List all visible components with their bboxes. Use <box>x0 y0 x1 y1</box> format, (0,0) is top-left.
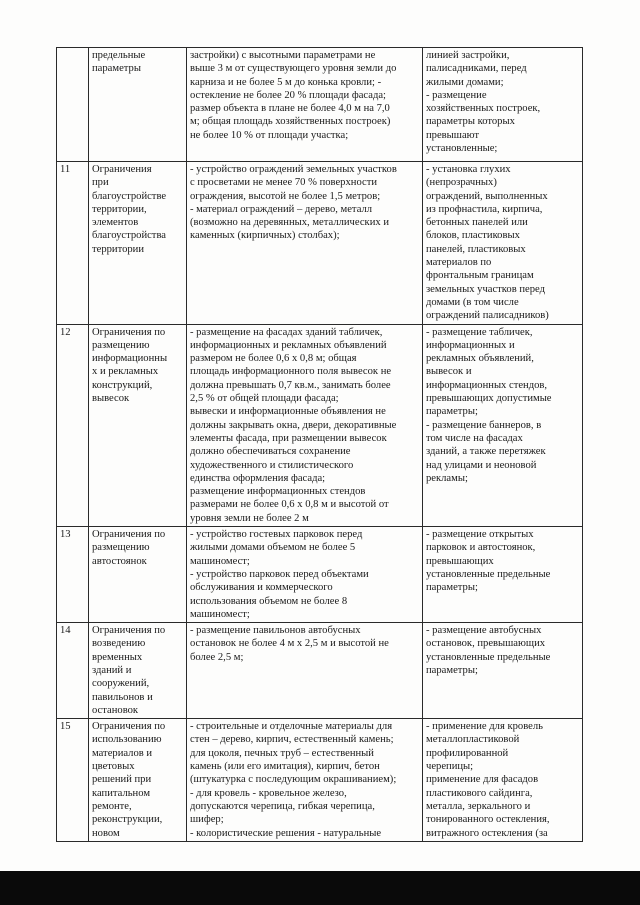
prohibited-parameters-line: ограждений, выполненных <box>426 190 548 202</box>
prohibited-parameters-line: панелей, пластиковых <box>426 243 526 255</box>
restriction-name-line: решений при <box>92 774 152 786</box>
prohibited-parameters-line: палисадниками, перед <box>426 63 527 75</box>
prohibited-parameters-line: над улицами и неоновой <box>426 459 537 471</box>
restriction-name-line: зданий и <box>92 664 132 676</box>
prohibited-parameters-line: - размещение открытых <box>426 529 534 541</box>
restriction-name-line: возведению <box>92 638 146 650</box>
regulations-table <box>56 47 583 842</box>
prohibited-parameters <box>423 324 583 526</box>
prohibited-parameters <box>423 719 583 842</box>
allowed-parameters <box>187 719 423 842</box>
restriction-name-line: благоустройства <box>92 230 167 242</box>
prohibited-parameters-line: применение для фасадов <box>426 774 539 786</box>
prohibited-parameters-line: пластикового сайдинга, <box>426 787 533 799</box>
row-number <box>57 48 89 162</box>
restriction-name-line: благоустройстве <box>92 190 167 202</box>
table-row <box>57 48 583 162</box>
table-row <box>57 719 583 842</box>
prohibited-parameters-line: превышают <box>426 129 480 141</box>
scan-bottom-edge <box>0 871 640 905</box>
restriction-name-line: Ограничения по <box>92 625 166 637</box>
allowed-parameters-line: м; общая площадь хозяйственных построек) <box>190 116 391 128</box>
prohibited-parameters <box>423 623 583 719</box>
allowed-parameters-line: - устройство ограждений земельных участков <box>190 164 397 175</box>
row-number: 13 <box>57 527 89 623</box>
prohibited-parameters-line: домами (в том числе <box>426 296 519 308</box>
restriction-name-line: конструкций, <box>92 379 153 391</box>
prohibited-parameters-line: металла, зеркального и <box>426 800 531 812</box>
allowed-parameters-line: - устройство парковок перед объектами <box>190 568 369 580</box>
restriction-name-line: Ограничения по <box>92 529 166 541</box>
restriction-name-line: вывесок <box>92 393 130 405</box>
allowed-parameters-line: - колористические решения - натуральные <box>190 827 382 839</box>
allowed-parameters-line: (штукатурка с последующим окрашиванием); <box>190 774 397 786</box>
restriction-name-line: размещению <box>92 542 150 554</box>
restriction-name <box>89 623 187 719</box>
restriction-name-line: цветовых <box>92 761 135 773</box>
allowed-parameters-line: размер объекта в плане не более 4,0 м на 7,0 <box>190 103 390 115</box>
allowed-parameters-line: (возможно на деревянных, металлических и <box>190 217 389 229</box>
restriction-name <box>89 719 187 842</box>
prohibited-parameters-line: параметры; <box>426 582 478 594</box>
row-number: 11 <box>57 162 89 325</box>
allowed-parameters <box>187 527 423 623</box>
row-number: 15 <box>57 719 89 842</box>
restriction-name-line: территории <box>92 243 145 255</box>
allowed-parameters-line: - для кровель - кровельное железо, <box>190 787 347 799</box>
restriction-name-line: при <box>92 177 109 189</box>
prohibited-parameters-line: установленные предельные <box>426 568 551 580</box>
prohibited-parameters-line: металлопластиковой <box>426 734 520 746</box>
restriction-name-line: территории, <box>92 203 147 215</box>
allowed-parameters-line: - размещение на фасадах зданий табличек, <box>190 326 383 338</box>
restriction-name-line: Ограничения по <box>92 326 166 338</box>
allowed-parameters-line: не более 10 % от площади участка; <box>190 129 349 141</box>
allowed-parameters-line: размещение информационных стендов <box>190 486 366 498</box>
allowed-parameters-line: застройки) с высотными параметрами не <box>190 50 376 61</box>
allowed-parameters-line: уровня земли не более 2 м <box>190 512 309 524</box>
prohibited-parameters-line: хозяйственных построек, <box>426 103 541 115</box>
allowed-parameters <box>187 324 423 526</box>
allowed-parameters-line: элементы фасада, при размещении вывесок <box>190 432 387 444</box>
prohibited-parameters-line: том числе на фасадах <box>426 432 523 444</box>
prohibited-parameters-line: из профнастила, кирпича, <box>426 203 543 215</box>
table-row <box>57 324 583 526</box>
allowed-parameters-line: 2,5 % от общей площади фасада; <box>190 393 339 405</box>
table-row <box>57 623 583 719</box>
allowed-parameters-line: - материал ограждений – дерево, металл <box>190 203 373 215</box>
allowed-parameters-line: более 2,5 м; <box>190 651 244 663</box>
prohibited-parameters-line: парковок и автостоянок, <box>426 542 536 554</box>
prohibited-parameters-line: черепицы; <box>426 761 474 773</box>
prohibited-parameters-line: зданий, а также перетяжек <box>426 446 546 458</box>
table-row <box>57 527 583 623</box>
restriction-name-line: остановок <box>92 704 139 716</box>
allowed-parameters-line: каменных (кирпичных) столбах); <box>190 230 340 242</box>
restriction-name-line: временных <box>92 651 143 663</box>
prohibited-parameters-line: фронтальным границам <box>426 270 534 282</box>
allowed-parameters-line: карниза и не более 5 м до конька кровли; - <box>190 76 382 88</box>
prohibited-parameters <box>423 162 583 325</box>
prohibited-parameters-line: профилированной <box>426 747 509 759</box>
allowed-parameters <box>187 623 423 719</box>
allowed-parameters-line: жилыми домами объемом не более 5 <box>190 542 356 554</box>
table-row <box>57 162 583 325</box>
allowed-parameters-line: вывески и информационные объявления не <box>190 406 386 418</box>
prohibited-parameters-line: - размещение табличек, <box>426 326 533 338</box>
allowed-parameters-line: машиномест; <box>190 608 250 620</box>
row-number: 12 <box>57 324 89 526</box>
allowed-parameters-line: остекление не более 20 % площади фасада; <box>190 89 386 101</box>
restriction-name-line: использованию <box>92 734 162 746</box>
prohibited-parameters-line: тонированного остекления, <box>426 814 550 826</box>
prohibited-parameters-line: - установка глухих <box>426 164 511 175</box>
restriction-name-line: павильонов и <box>92 691 153 703</box>
restriction-name-line: информационны <box>92 353 168 365</box>
prohibited-parameters-line: параметры которых <box>426 116 515 128</box>
restriction-name-line: размещению <box>92 339 150 351</box>
prohibited-parameters-line: - применение для кровель <box>426 721 543 733</box>
allowed-parameters-line: - устройство гостевых парковок перед <box>190 529 363 541</box>
prohibited-parameters-line: - размещение <box>426 89 487 101</box>
restriction-name <box>89 162 187 325</box>
restriction-name-line: реконструкции, <box>92 814 163 826</box>
allowed-parameters-line: - размещение павильонов автобусных <box>190 625 361 637</box>
allowed-parameters-line: допускаются черепица, гибкая черепица, <box>190 800 375 812</box>
restriction-name-line: Ограничения по <box>92 721 166 733</box>
prohibited-parameters-line: бетонных панелей или <box>426 217 528 229</box>
allowed-parameters-line: камень (или его имитация), кирпич, бетон <box>190 761 380 773</box>
allowed-parameters-line: обслуживания и коммерческого <box>190 582 333 594</box>
restriction-name-line: параметры <box>92 63 141 75</box>
prohibited-parameters <box>423 48 583 162</box>
allowed-parameters-line: должна превышать 0,7 кв.м., занимать более <box>190 379 391 391</box>
restriction-name <box>89 527 187 623</box>
restriction-name-line: х и рекламных <box>92 366 159 378</box>
restriction-name <box>89 48 187 162</box>
prohibited-parameters-line: - размещение автобусных <box>426 625 542 637</box>
allowed-parameters-line: должно обеспечиваться сохранение <box>190 446 351 458</box>
prohibited-parameters-line: информационных и <box>426 339 515 351</box>
allowed-parameters <box>187 48 423 162</box>
allowed-parameters-line: остановок не более 4 м х 2,5 м и высотой не <box>190 638 389 650</box>
allowed-parameters-line: ограждения, высотой не более 1,5 метров; <box>190 190 381 202</box>
restriction-name-line: элементов <box>92 217 139 229</box>
prohibited-parameters-line: превышающих <box>426 555 494 567</box>
restriction-name-line: материалов и <box>92 747 153 759</box>
prohibited-parameters-line: земельных участков перед <box>426 283 545 295</box>
prohibited-parameters <box>423 527 583 623</box>
prohibited-parameters-line: остановок, превышающих <box>426 638 546 650</box>
prohibited-parameters-line: витражного остекления (за <box>426 827 548 839</box>
allowed-parameters-line: размером не более 0,6 х 0,8 м; общая <box>190 353 357 365</box>
allowed-parameters-line: площадь информационного поля вывесок не <box>190 366 392 378</box>
prohibited-parameters-line: установленные; <box>426 143 498 155</box>
allowed-parameters-line: выше 3 м от существующего уровня земли до <box>190 63 397 75</box>
allowed-parameters-line: художественного и стилистического <box>190 459 354 471</box>
row-number: 14 <box>57 623 89 719</box>
prohibited-parameters-line: материалов по <box>426 257 492 269</box>
prohibited-parameters-line: рекламных объявлений, <box>426 353 534 365</box>
allowed-parameters-line: машиномест; <box>190 555 250 567</box>
restriction-name-line: автостоянок <box>92 555 147 567</box>
restriction-name-line: ремонте, <box>92 800 132 812</box>
allowed-parameters-line: стен – дерево, кирпич, естественный камень; <box>190 734 394 746</box>
prohibited-parameters-line: параметры; <box>426 664 478 676</box>
restriction-name <box>89 324 187 526</box>
allowed-parameters <box>187 162 423 325</box>
prohibited-parameters-line: линией застройки, <box>426 50 510 61</box>
allowed-parameters-line: информационных и рекламных объявлений <box>190 339 387 351</box>
prohibited-parameters-line: превышающих допустимые <box>426 393 552 405</box>
restriction-name-line: новом <box>92 827 120 839</box>
prohibited-parameters-line: параметры; <box>426 406 478 418</box>
allowed-parameters-line: должны закрывать окна, двери, декоративные <box>190 419 397 431</box>
prohibited-parameters-line: - размещение баннеров, в <box>426 419 542 431</box>
prohibited-parameters-line: жилыми домами; <box>426 76 504 88</box>
allowed-parameters-line: использования объемом не более 8 <box>190 595 348 607</box>
prohibited-parameters-line: блоков, пластиковых <box>426 230 520 242</box>
allowed-parameters-line: для цоколя, печных труб – естественный <box>190 747 374 759</box>
restriction-name-line: предельные <box>92 50 146 61</box>
prohibited-parameters-line: ограждений палисадников) <box>426 310 549 322</box>
allowed-parameters-line: размерами не более 0,6 х 0,8 м и высотой от <box>190 499 389 511</box>
restriction-name-line: сооружений, <box>92 678 150 690</box>
allowed-parameters-line: - строительные и отделочные материалы для <box>190 721 393 733</box>
prohibited-parameters-line: информационных стендов, <box>426 379 548 391</box>
restriction-name-line: Ограничения <box>92 164 152 175</box>
restriction-name-line: капитальном <box>92 787 151 799</box>
allowed-parameters-line: шифер; <box>190 814 224 826</box>
prohibited-parameters-line: (непрозрачных) <box>426 177 497 189</box>
prohibited-parameters-line: установленные предельные <box>426 651 551 663</box>
prohibited-parameters-line: вывесок и <box>426 366 472 378</box>
prohibited-parameters-line: рекламы; <box>426 472 468 484</box>
allowed-parameters-line: с просветами не менее 70 % поверхности <box>190 177 377 189</box>
allowed-parameters-line: единства оформления фасада; <box>190 472 326 484</box>
